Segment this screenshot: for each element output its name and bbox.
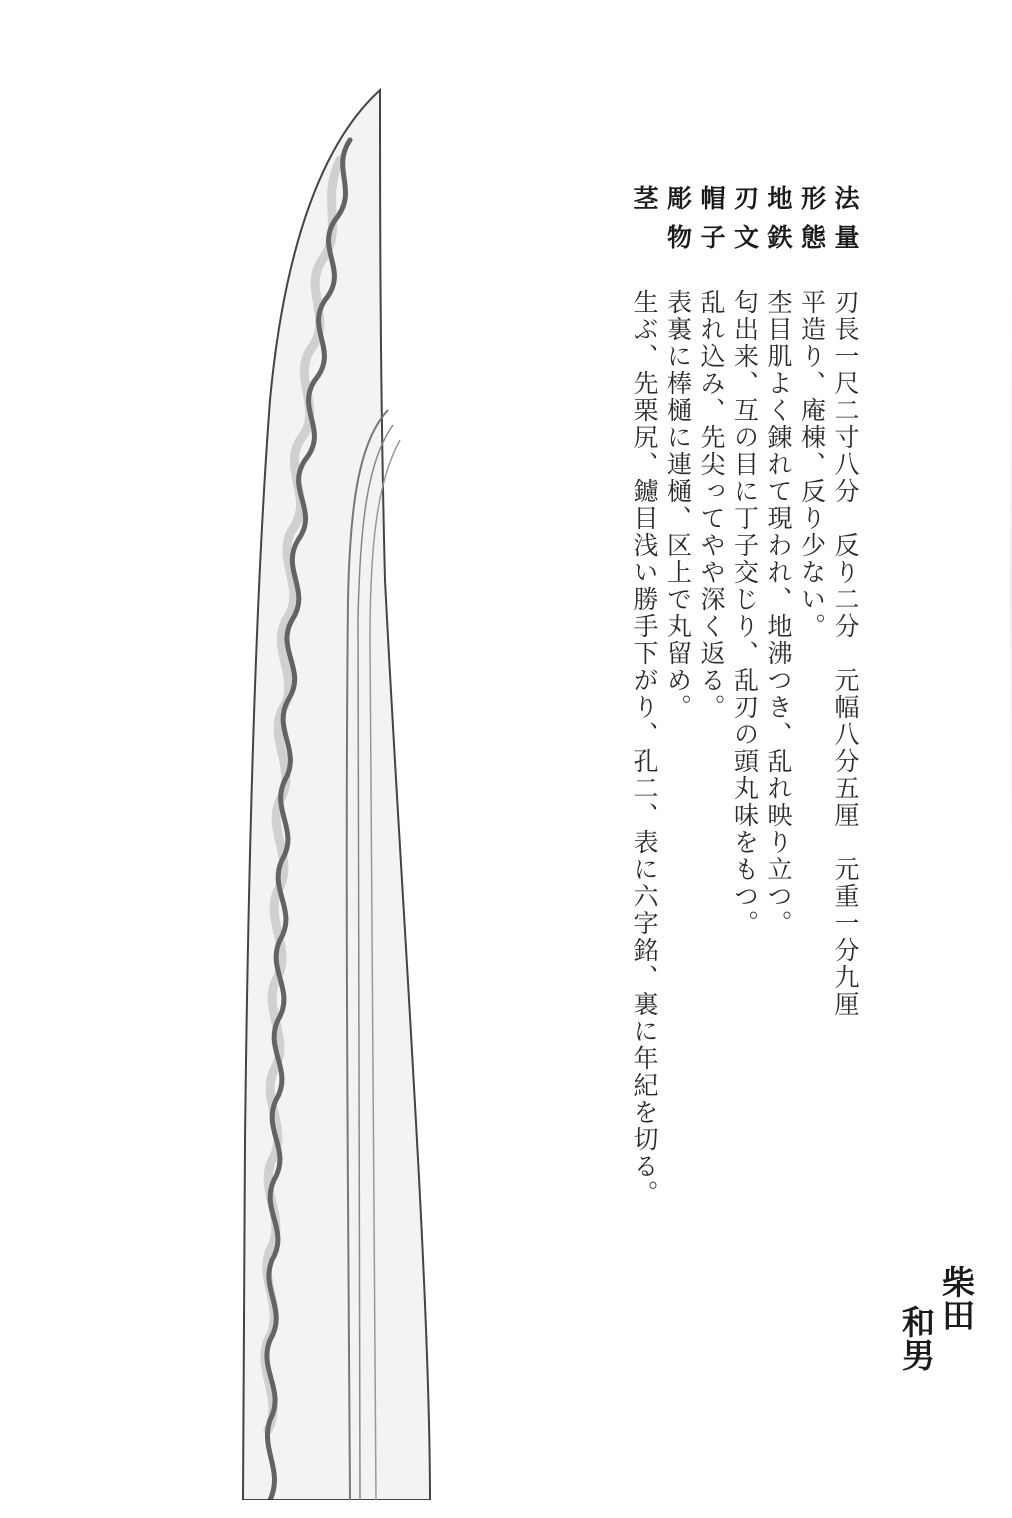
spec-row-hamon xyxy=(728,185,762,1335)
spec-row-jigane xyxy=(762,185,796,1335)
spec-value: 刃長一尺二寸八分 反り二分 元幅八分五厘 元重一分九厘 xyxy=(831,289,860,1018)
spec-row-boshi xyxy=(695,185,729,1335)
spec-row-horimono xyxy=(661,185,695,1335)
spec-label: 刃文 xyxy=(730,185,760,263)
spec-row-dimensions xyxy=(829,185,863,1335)
spec-label: 茎 xyxy=(630,185,659,224)
spec-label: 彫物 xyxy=(663,185,693,263)
spec-label: 法量 xyxy=(831,185,860,263)
spec-row-nakago xyxy=(628,185,662,1335)
spec-value: 杢目肌よく錬れて現われ、地沸つき、乱れ映り立つ。 xyxy=(764,289,793,937)
blade-drawing xyxy=(230,80,440,1500)
author-family-name: 柴田 xyxy=(937,1265,976,1331)
spec-label: 形態 xyxy=(797,185,827,263)
spec-value: 乱れ込み、先尖ってやや深く返る。 xyxy=(697,289,726,721)
spec-row-shape xyxy=(795,185,829,1335)
spec-value: 平造り、庵棟、反り少ない。 xyxy=(797,289,827,640)
spec-label: 帽子 xyxy=(697,185,726,263)
spec-value: 匂出来、互の目に丁子交じり、乱刃の頭丸味をもつ。 xyxy=(730,289,760,937)
author-given-name: 和男 xyxy=(897,1305,936,1371)
specification-list xyxy=(628,185,863,1335)
spec-value: 表裏に棒樋に連樋、区上で丸留め。 xyxy=(663,289,693,721)
spec-value: 生ぶ、先栗尻、鑢目浅い勝手下がり、孔二、表に六字銘、裏に年紀を切る。 xyxy=(630,289,659,1207)
author-name xyxy=(896,1265,976,1371)
spec-label: 地鉄 xyxy=(764,185,793,263)
